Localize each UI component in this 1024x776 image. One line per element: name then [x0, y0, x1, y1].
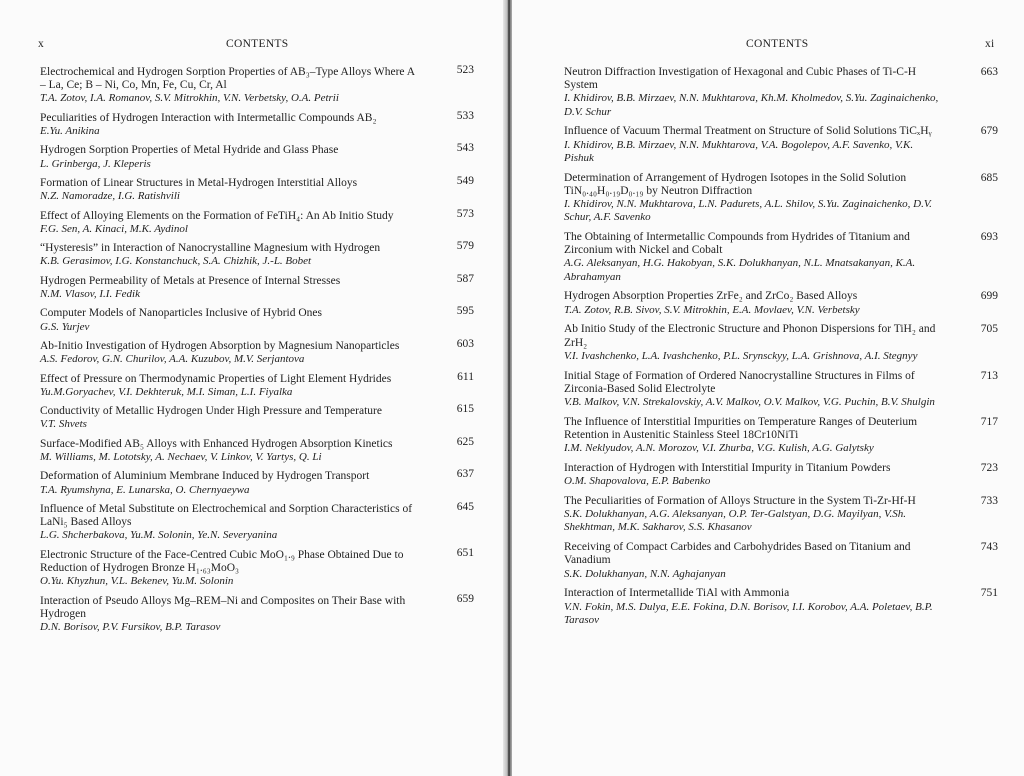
toc-entry: [40, 109, 474, 138]
toc-entry-text: [40, 549, 415, 589]
entry-page-number: 743: [980, 541, 998, 554]
entry-page-number: 659: [456, 592, 474, 605]
entry-title: Computer Models of Nanoparticles Inclusive of Hybrid Ones: [40, 307, 323, 320]
toc-entry: [564, 462, 998, 488]
toc-entry: [40, 546, 474, 589]
entry-authors: V.B. Malkov, V.N. Strekalovskiy, A.V. Malkov, O.V. Malkov, V.G. Puchin, B.V. Shulgin: [564, 396, 935, 409]
toc-entry: [40, 272, 474, 301]
entry-title: The Peculiarities of Formation of Alloys Structure in the System Ti-Zr-Hf-H: [564, 495, 916, 508]
entry-page-number: 751: [980, 587, 998, 600]
entry-page-number: 713: [980, 369, 998, 382]
toc-entry-text: [40, 275, 415, 301]
entry-page-number: 625: [456, 435, 474, 448]
entry-page-number: 543: [456, 142, 474, 155]
page-number: x: [38, 38, 45, 50]
toc-entry: [564, 125, 998, 165]
toc-entry: [40, 174, 474, 203]
entry-title: Interaction of Pseudo Alloys Mg–REM–Ni and Composites on Their Base with Hydrogen: [40, 594, 406, 620]
toc-entry: [564, 416, 998, 456]
entry-title: Interaction of Hydrogen with Interstitial Impurity in Titanium Powders: [564, 462, 891, 475]
entry-authors: I.M. Neklyudov, A.N. Morozov, V.I. Zhurba, V.G. Kulish, A.G. Galytsky: [564, 442, 874, 455]
entry-title: The Obtaining of Intermetallic Compounds from Hydrides of Titanium and Zirconium with Nickel and Cobalt: [564, 231, 910, 257]
entry-title: Influence of Metal Substitute on Electrochemical and Sorption Characteristics of LaNi₅ Based Alloys: [40, 502, 413, 529]
entry-page-number: 549: [456, 174, 474, 187]
toc-entry: [564, 370, 998, 410]
toc-entry-text: [40, 307, 415, 333]
entry-authors: N.Z. Namoradze, I.G. Ratishvili: [40, 190, 180, 203]
toc-entry: [40, 242, 474, 268]
entry-page-number: 587: [456, 272, 474, 285]
entry-page-number: 651: [456, 546, 474, 559]
toc-list: [564, 66, 998, 634]
entry-title: Hydrogen Permeability of Metals at Presence of Internal Stresses: [40, 274, 341, 287]
left-page: [0, 0, 506, 776]
toc-entry: [40, 307, 474, 333]
entry-title: Ab Initio Study of the Electronic Structure and Phonon Dispersions for TiH₂ and ZrH₂: [564, 323, 936, 349]
toc-entry-text: [564, 323, 939, 363]
entry-title: Ab-Initio Investigation of Hydrogen Absorption by Magnesium Nanoparticles: [40, 339, 400, 352]
entry-authors: E.Yu. Anikina: [40, 125, 100, 137]
entry-authors: G.S. Yurjev: [40, 320, 90, 333]
entry-page-number: 717: [980, 415, 998, 428]
entry-page-number: 679: [980, 125, 998, 138]
entry-authors: T.A. Zotov, R.B. Sivov, S.V. Mitrokhin, E.A. Movlaev, V.N. Verbetsky: [564, 303, 860, 316]
toc-entry-text: [40, 340, 415, 366]
entry-authors: D.N. Borisov, P.V. Fursikov, B.P. Tarasov: [40, 620, 221, 633]
toc-entry: [40, 435, 474, 464]
toc-entry-text: [40, 438, 415, 464]
entry-authors: T.A. Ryumshyna, E. Lunarska, O. Chernyaeywa: [40, 483, 250, 496]
entry-authors: T.A. Zotov, I.A. Romanov, S.V. Mitrokhin, V.N. Verbetsky, O.A. Petrii: [40, 92, 339, 105]
right-page: [512, 0, 1024, 776]
toc-entry: [40, 405, 474, 431]
toc-entry-text: [40, 595, 415, 635]
entry-title: Neutron Diffraction Investigation of Hexagonal and Cubic Phases of Ti-C-H System: [564, 66, 917, 92]
toc-entry: [40, 470, 474, 496]
toc-entry-text: [564, 66, 939, 119]
toc-entry: [564, 541, 998, 581]
toc-entry-text: [40, 144, 415, 170]
entry-title: Electronic Structure of the Face-Centred Cubic MoO₁.₉ Phase Obtained Due to Reduction of Hydrogen Bronze H₁.₆₃MoO₃: [40, 548, 404, 574]
entry-authors: A.G. Aleksanyan, H.G. Hakobyan, S.K. Dolukhanyan, N.L. Mnatsakanyan, K.A. Abrahamyan: [564, 257, 916, 283]
toc-entry: [564, 495, 998, 535]
entry-title: Formation of Linear Structures in Metal-Hydrogen Interstitial Alloys: [40, 176, 358, 189]
entry-title: The Influence of Interstitial Impurities on Temperature Ranges of Deuterium Retention in Austenitic Stainless Steel 18Cr10NiTi: [564, 415, 918, 442]
toc-entry: [40, 66, 474, 106]
entry-page-number: 693: [980, 231, 998, 244]
toc-entry: [564, 323, 998, 363]
entry-page-number: 645: [456, 500, 474, 513]
toc-entry-text: [564, 416, 939, 456]
toc-entry-text: [40, 66, 415, 106]
entry-page-number: 705: [980, 323, 998, 336]
entry-page-number: 637: [456, 468, 474, 481]
toc-entry: [564, 290, 998, 316]
entry-page-number: 579: [456, 240, 474, 253]
toc-entry: [40, 500, 474, 543]
toc-entry: [564, 66, 998, 119]
entry-title: Initial Stage of Formation of Ordered Nanocrystalline Structures in Films of Zirconia-Based Solid Electrolyte: [564, 369, 915, 395]
entry-page-number: 699: [980, 290, 998, 303]
entry-title: Surface-Modified AB₅ Alloys with Enhanced Hydrogen Absorption Kinetics: [40, 437, 393, 450]
entry-title: Conductivity of Metallic Hydrogen Under High Pressure and Temperature: [40, 405, 382, 418]
toc-entry: [564, 172, 998, 225]
entry-authors: I. Khidirov, B.B. Mirzaev, N.N. Mukhtarova, Kh.M. Kholmedov, S.Yu. Zaginaichenko, D.V. Schur: [564, 92, 939, 118]
toc-entry-text: [564, 462, 939, 488]
entry-authors: V.T. Shvets: [40, 418, 87, 431]
entry-authors: S.K. Dolukhanyan, A.G. Aleksanyan, O.P. Ter-Galstyan, D.G. Mayilyan, V.Sh. Shekhtman, M.K. Sakharov, S.S. Khasanov: [564, 508, 906, 534]
toc-entry-text: [40, 503, 415, 543]
entry-page-number: 615: [456, 403, 474, 416]
toc-entry: [40, 144, 474, 170]
entry-page-number: 523: [456, 64, 474, 76]
entry-authors: I. Khidirov, N.N. Mukhtarova, L.N. Padurets, A.L. Shilov, S.Yu. Zaginaichenko, D.V. Schur, A.F. Savenko: [564, 198, 932, 224]
toc-entry: [564, 587, 998, 627]
toc-entry-text: [40, 210, 415, 236]
entry-page-number: 733: [980, 495, 998, 508]
entry-authors: S.K. Dolukhanyan, N.N. Aghajanyan: [564, 567, 726, 580]
toc-entry: [564, 231, 998, 284]
entry-title: Effect of Alloying Elements on the Formation of FeTiH₄: An Ab Initio Study: [40, 209, 394, 222]
entry-authors: M. Williams, M. Lototsky, A. Nechaev, V. Linkov, V. Yartys, Q. Li: [40, 450, 322, 463]
toc-list: [40, 66, 474, 640]
entry-title: Influence of Vacuum Thermal Treatment on Structure of Solid Solutions TiCₓHᵧ: [564, 125, 932, 138]
toc-entry: [40, 370, 474, 399]
toc-entry-text: [564, 125, 939, 165]
toc-entry-text: [564, 541, 939, 581]
entry-title: Hydrogen Absorption Properties ZrFe₂ and ZrCo₂ Based Alloys: [564, 290, 858, 303]
entry-authors: O.Yu. Khyzhun, V.L. Bekenev, Yu.M. Solonin: [40, 575, 234, 588]
entry-title: Interaction of Intermetallide TiAl with Ammonia: [564, 587, 790, 600]
entry-page-number: 723: [980, 462, 998, 475]
toc-entry: [40, 207, 474, 236]
entry-page-number: 595: [456, 305, 474, 318]
toc-entry-text: [564, 290, 939, 316]
entry-authors: A.S. Fedorov, G.N. Churilov, A.A. Kuzubov, M.V. Serjantova: [40, 353, 305, 366]
toc-entry-text: [40, 112, 415, 138]
toc-entry-text: [564, 587, 939, 627]
entry-page-number: 573: [456, 207, 474, 220]
entry-authors: O.M. Shapovalova, E.P. Babenko: [564, 475, 711, 488]
toc-entry-text: [40, 470, 415, 496]
running-header: CONTENTS: [746, 38, 809, 50]
entry-title: Electrochemical and Hydrogen Sorption Properties of AB₃–Type Alloys Where A – La, Ce; B – Ni, Co, Mn, Fe, Cu, Cr, Al: [40, 66, 415, 92]
entry-authors: F.G. Sen, A. Kinaci, M.K. Aydinol: [40, 222, 188, 235]
entry-authors: I. Khidirov, B.B. Mirzaev, N.N. Mukhtarova, V.A. Bogolepov, A.F. Savenko, V.K. Pishuk: [564, 138, 914, 164]
entry-page-number: 663: [980, 66, 998, 78]
entry-authors: N.M. Vlasov, I.I. Fedik: [40, 287, 140, 300]
entry-title: Deformation of Aluminium Membrane Induced by Hydrogen Transport: [40, 470, 370, 483]
toc-entry-text: [40, 177, 415, 203]
entry-title: Receiving of Compact Carbides and Carbohydrides Based on Titanium and Vanadium: [564, 541, 911, 567]
entry-page-number: 533: [456, 109, 474, 122]
entry-authors: Yu.M.Goryachev, V.I. Dekhteruk, M.I. Siman, L.I. Fiyalka: [40, 385, 293, 398]
entry-authors: L.G. Shcherbakova, Yu.M. Solonin, Ye.N. Severyanina: [40, 529, 278, 542]
toc-entry-text: [564, 495, 939, 535]
toc-entry-text: [564, 172, 939, 225]
entry-page-number: 603: [456, 337, 474, 350]
entry-title: Peculiarities of Hydrogen Interaction with Intermetallic Compounds AB₂: [40, 111, 377, 124]
toc-entry: [40, 337, 474, 366]
toc-entry-text: [40, 405, 415, 431]
running-header: CONTENTS: [226, 38, 289, 50]
toc-entry-text: [40, 373, 415, 399]
entry-page-number: 611: [457, 370, 474, 383]
entry-page-number: 685: [980, 171, 998, 184]
entry-authors: L. Grinberga, J. Kleperis: [40, 157, 151, 170]
entry-title: Determination of Arrangement of Hydrogen Isotopes in the Solid Solution TiN₀.₄₀H₀.₁₉D₀.₁₉ by Neutron Diffraction: [564, 171, 907, 197]
toc-entry-text: [564, 370, 939, 410]
entry-authors: V.I. Ivashchenko, L.A. Ivashchenko, P.L. Srynsckyy, L.A. Grishnova, A.I. Stegnyy: [564, 349, 918, 362]
entry-title: Hydrogen Sorption Properties of Metal Hydride and Glass Phase: [40, 144, 339, 157]
entry-title: “Hysteresis” in Interaction of Nanocrystalline Magnesium with Hydrogen: [40, 242, 381, 255]
entry-authors: K.B. Gerasimov, I.G. Konstanchuck, S.A. Chizhik, J.-L. Bobet: [40, 255, 312, 268]
toc-entry-text: [564, 231, 939, 284]
toc-entry: [40, 592, 474, 635]
entry-authors: V.N. Fokin, M.S. Dulya, E.E. Fokina, D.N. Borisov, I.I. Korobov, A.A. Poletaev, B.P. Tarasov: [564, 600, 933, 626]
page-number: xi: [985, 38, 995, 50]
entry-title: Effect of Pressure on Thermodynamic Properties of Light Element Hydrides: [40, 372, 392, 385]
toc-entry-text: [40, 242, 415, 268]
